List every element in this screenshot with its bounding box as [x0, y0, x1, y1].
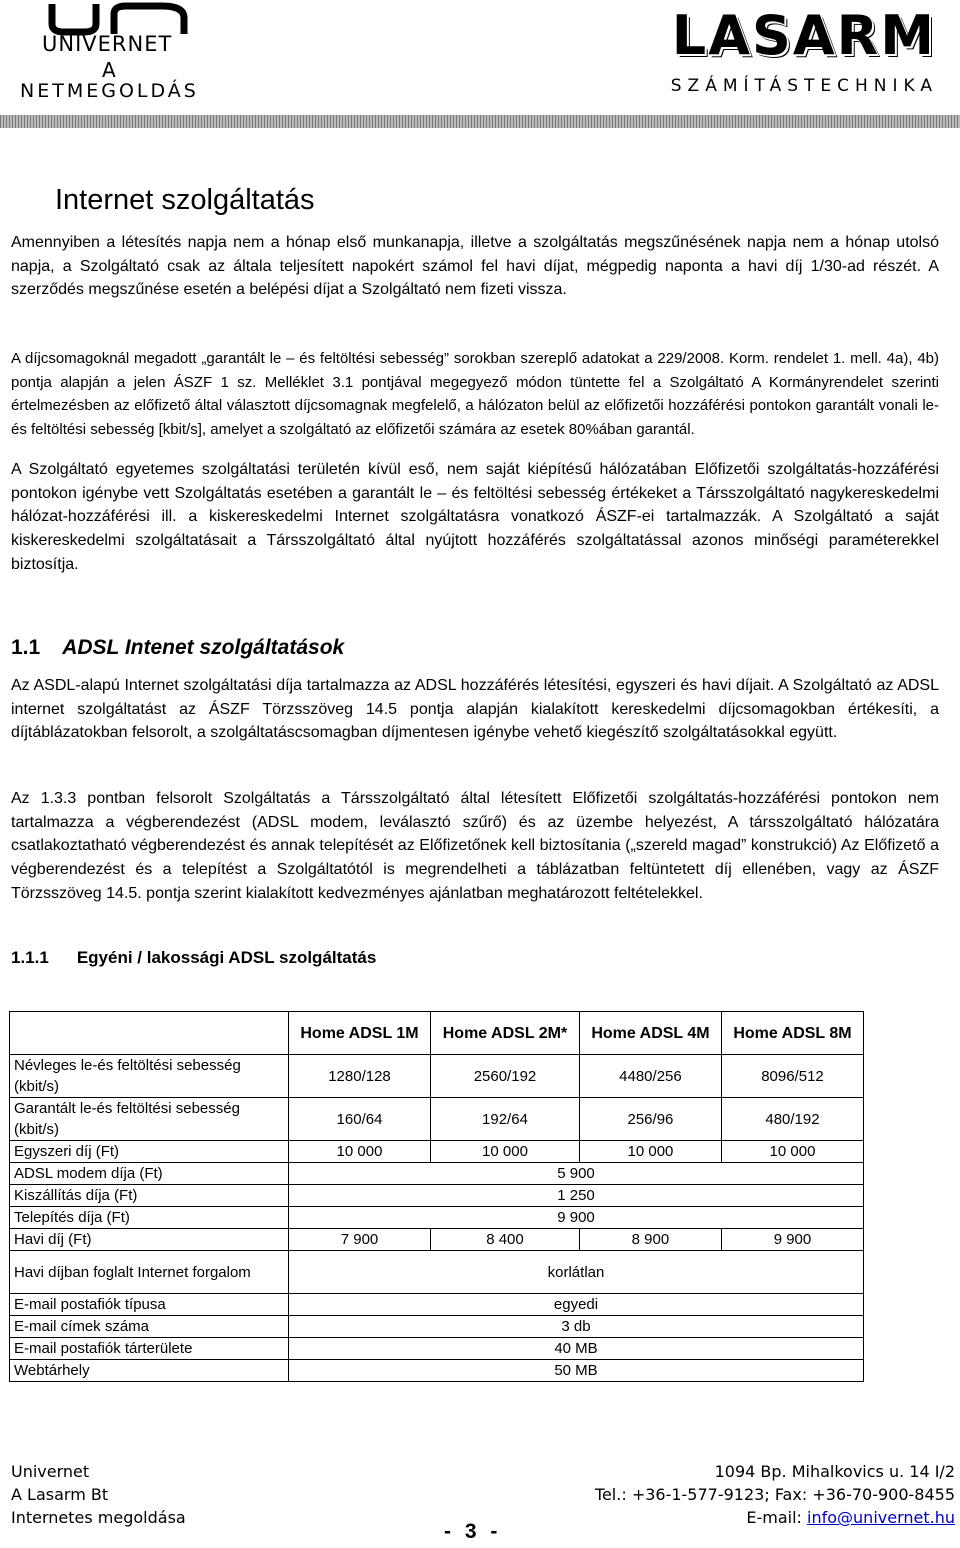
univernet-logo [14, 2, 214, 102]
table-row [10, 1360, 864, 1382]
row-label: Havi díjban foglalt Internet forgalom [10, 1251, 289, 1294]
table-row [10, 1316, 864, 1338]
table-cell: 480/192 [721, 1098, 863, 1141]
table-cell: 192/64 [431, 1098, 580, 1141]
footer-phone: Tel.: +36-1-577-9123; Fax: +36-70-900-8455 [594, 1485, 955, 1504]
table-cell-merged: korlátlan [289, 1251, 864, 1294]
footer-company-line: Univernet [11, 1462, 90, 1481]
table-cell-merged: 50 MB [289, 1360, 864, 1382]
footer-company [11, 1460, 186, 1529]
row-label: Telepítés díja (Ft) [10, 1207, 289, 1229]
paragraph-adsl-fees: Az ASDL-alapú Internet szolgáltatási díja tartalmazza az ADSL hozzáférés létesítési, egyszeri és havi díjait. A Szolgáltató az ADSL internet szolgáltatást az ÁSZF Törzsszöveg 14.5 pontja alapján kialakított kereskedelmi díjcsomagokban értékesíti, a díjtáblázatokban felsorolt, a szolgáltatáscsomagban díjmentesen igénybe vehető kiegészítő szolgáltatásokkal együtt. [11, 677, 939, 742]
paragraph-equipment: Az 1.3.3 pontban felsorolt Szolgáltatás a Társszolgáltató által létesített Előfizetői szolgáltatás-hozzáférési pontokon nem tartalmazza a végberendezést (ADSL modem, leválasztó szűrő) és az üzembe helyezést, A társszolgáltató hálózatára csatlakoztatható végberendezést és annak telepítését az Előfizetőnek kell biztosítania („szereld magad” konstrukció) Az Előfizető a végberendezést és a telepítést a Szolgáltatótól is megrendelheti a táblázatban feltüntetett díj ellenében, vagy az ÁSZF Törzsszöveg 14.5. pontja szerint kialakított kedvezményes ajánlatban meghatározott feltételekkel. [11, 790, 939, 902]
univernet-logo-tagline: NETMEGOLDÁS [20, 80, 199, 102]
footer-company-line: A Lasarm Bt [11, 1485, 109, 1504]
page-header [0, 0, 960, 128]
header-divider [0, 115, 960, 128]
footer-email-label: E-mail: [746, 1508, 808, 1527]
page-title: Internet szolgáltatás [55, 184, 315, 216]
table-cell: 10 000 [721, 1141, 863, 1163]
row-label: Garantált le-és feltöltési sebesség (kbit/s) [10, 1098, 289, 1141]
footer-contact [595, 1460, 955, 1529]
table-row [10, 1207, 864, 1229]
table-cell-merged: 40 MB [289, 1338, 864, 1360]
table-cell: 8 900 [579, 1229, 721, 1251]
table-cell-merged: 9 900 [289, 1207, 864, 1229]
table-cell-merged: egyedi [289, 1294, 864, 1316]
table-row [10, 1229, 864, 1251]
table-header-cell: Home ADSL 4M [579, 1012, 721, 1055]
subsection-heading-residential [11, 948, 376, 968]
section-title: ADSL Intenet szolgáltatások [62, 636, 345, 659]
table-cell: 10 000 [431, 1141, 580, 1163]
table-corner-cell [10, 1012, 289, 1055]
table-row [10, 1055, 864, 1098]
table-header-cell: Home ADSL 1M [289, 1012, 431, 1055]
row-label: E-mail postafiók típusa [10, 1294, 289, 1316]
lasarm-logo [646, 4, 946, 104]
row-label: Egyszeri díj (Ft) [10, 1141, 289, 1163]
lasarm-logo-tagline: SZÁMÍTÁSTECHNIKA [670, 76, 938, 96]
footer-email-line [595, 1506, 955, 1529]
paragraph-billing: Amennyiben a létesítés napja nem a hónap első munkanapja, illetve a szolgáltatás megszűnésének napja nem a hónap utolsó napja, a Szolgáltató csak az általa teljesített napokért számol fel havi díjat, mégpedig naponta a havi díj 1/30-ad részét. A szerződés megszűnése esetén a belépési díjat a Szolgáltató nem fizeti vissza. [11, 234, 939, 299]
row-label: ADSL modem díja (Ft) [10, 1163, 289, 1185]
row-label: Kiszállítás díja (Ft) [10, 1185, 289, 1207]
footer-address: 1094 Bp. Mihalkovics u. 14 I/2 [714, 1462, 955, 1481]
row-label: Névleges le-és feltöltési sebesség (kbit/s) [10, 1055, 289, 1098]
paragraph-partner-provider: A Szolgáltató egyetemes szolgáltatási területén kívül eső, nem saját kiépítésű hálózatában Előfizetői szolgáltatás-hozzáférési pontokon igénybe vett Szolgáltatás esetében a garantált le – és feltöltési sebesség értékeket a Társszolgáltató nagykereskedelmi hálózat-hozzáférési ill. a kiskereskedelmi Internet szolgáltatásra vonatkozó ÁSZF-ei tartalmazzák. A Szolgáltató a saját kiskereskedelmi szolgáltatásait a Társszolgáltató által nyújtott hozzáférés szolgáltatással azonos minőségi paraméterekkel biztosítja. [11, 461, 939, 573]
lasarm-logo-name: LASARM [671, 4, 936, 67]
table-row [10, 1294, 864, 1316]
table-row [10, 1098, 864, 1141]
section-number: 1.1 [11, 636, 41, 659]
table-cell: 160/64 [289, 1098, 431, 1141]
table-header-row [10, 1012, 864, 1055]
univernet-logo-name: UNIVERNET [42, 32, 173, 56]
subsection-number: 1.1.1 [11, 948, 49, 967]
paragraph-guaranteed-speed: A díjcsomagoknál megadott „garantált le – és feltöltési sebesség” sorokban szereplő adatokat a 229/2008. Korm. rendelet 1. mell. 4a), 4b) pontja alapján a jelen ÁSZF 1 sz. Melléklet 3.1 pontjával megegyező módon tüntette fel a Szolgáltató A Kormányrendelet szerinti értelmezésben az előfizető által választott díjcsomagnak megfelelő, a hálózaton belül az előfizetői hozzáférési pontokon garantált vonali le-és feltöltési sebesség [kbit/s], amelyet a szolgáltató az előfizetői számára az esetek 80%ában garantál. [11, 350, 939, 438]
table-cell-merged: 3 db [289, 1316, 864, 1338]
row-label: Webtárhely [10, 1360, 289, 1382]
page-number: - 3 - [444, 1520, 502, 1543]
table-cell-merged: 5 900 [289, 1163, 864, 1185]
univernet-logo-mark: A [102, 58, 116, 82]
table-row [10, 1163, 864, 1185]
footer-company-line: Internetes megoldása [11, 1508, 186, 1527]
table-row [10, 1141, 864, 1163]
table-cell-merged: 1 250 [289, 1185, 864, 1207]
table-cell: 8 400 [431, 1229, 580, 1251]
table-cell: 10 000 [579, 1141, 721, 1163]
table-header-cell: Home ADSL 2M* [431, 1012, 580, 1055]
table-header-cell: Home ADSL 8M [721, 1012, 863, 1055]
row-label: Havi díj (Ft) [10, 1229, 289, 1251]
table-row [10, 1251, 864, 1294]
table-cell: 2560/192 [431, 1055, 580, 1098]
table-cell: 9 900 [721, 1229, 863, 1251]
table-cell: 7 900 [289, 1229, 431, 1251]
section-heading-adsl [11, 636, 344, 660]
price-table [9, 1011, 864, 1382]
un-logo-mark [44, 2, 194, 36]
row-label: E-mail címek száma [10, 1316, 289, 1338]
subsection-title: Egyéni / lakossági ADSL szolgáltatás [76, 948, 377, 967]
footer-email-link[interactable]: info@univernet.hu [807, 1508, 955, 1527]
table-cell: 256/96 [579, 1098, 721, 1141]
table-row [10, 1338, 864, 1360]
table-row [10, 1185, 864, 1207]
table-cell: 10 000 [289, 1141, 431, 1163]
table-cell: 8096/512 [721, 1055, 863, 1098]
table-cell: 1280/128 [289, 1055, 431, 1098]
row-label: E-mail postafiók tárterülete [10, 1338, 289, 1360]
table-cell: 4480/256 [579, 1055, 721, 1098]
